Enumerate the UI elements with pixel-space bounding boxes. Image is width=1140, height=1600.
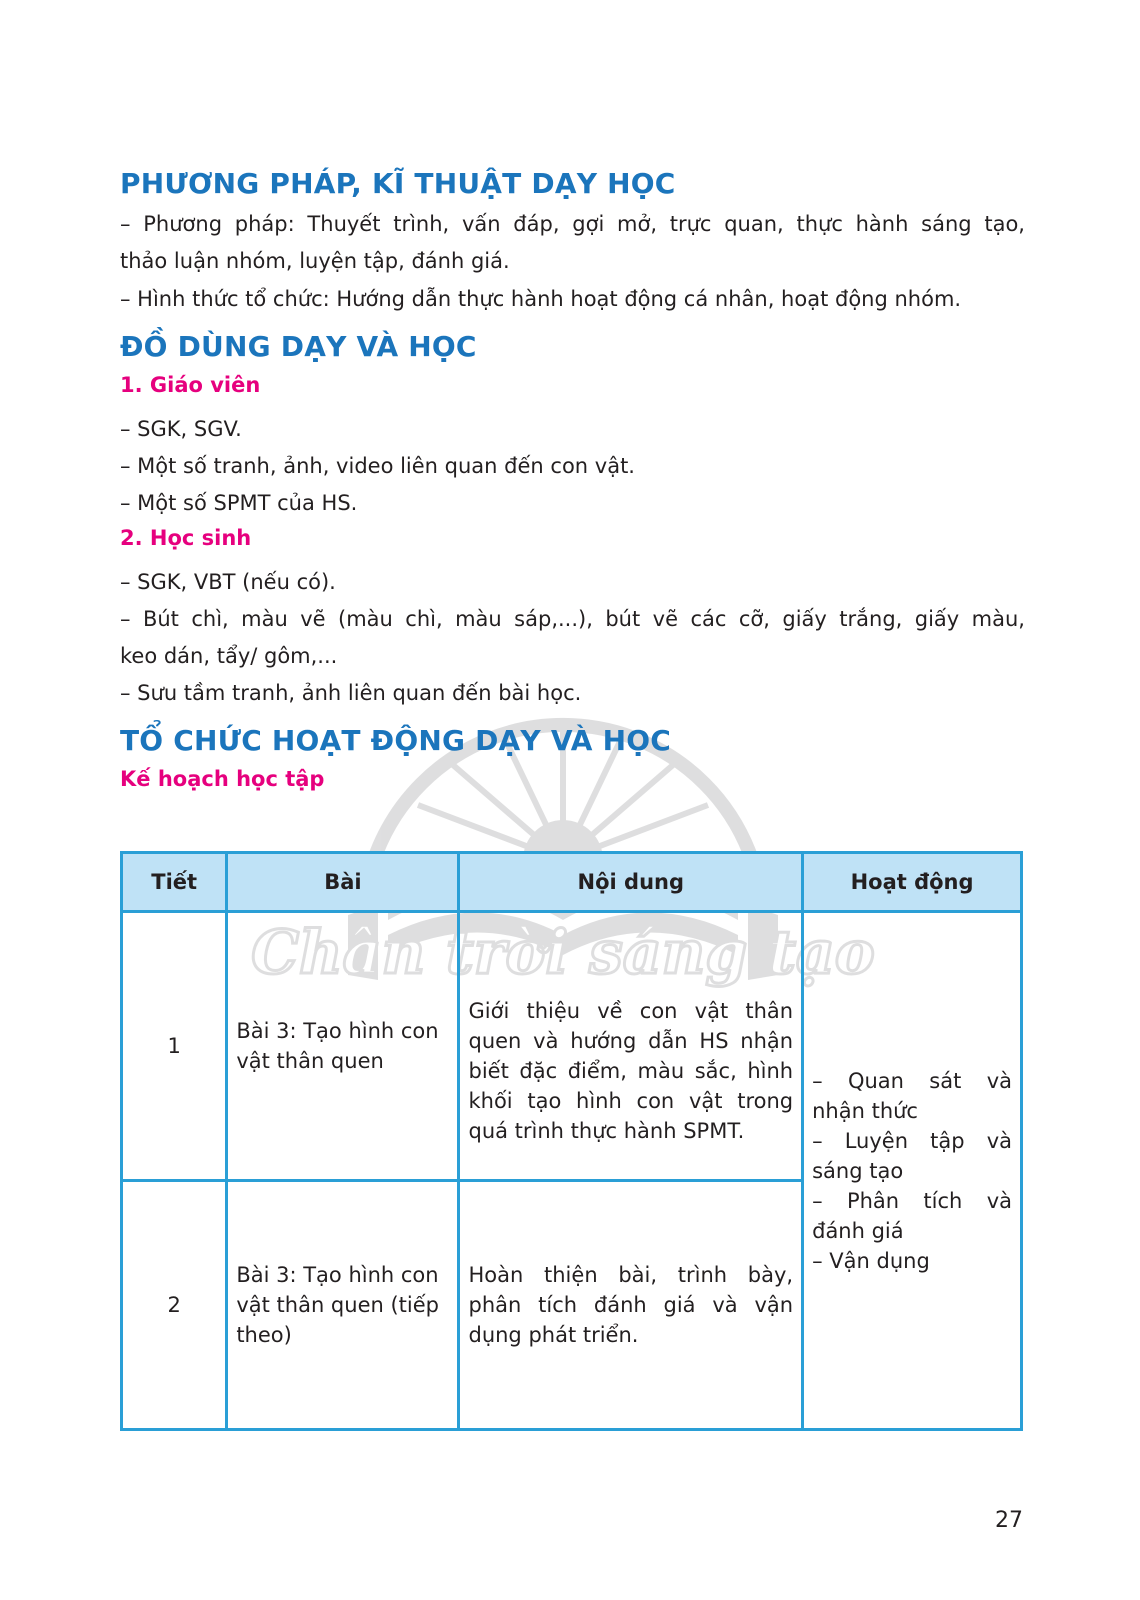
student-item: – SGK, VBT (nếu có). (120, 570, 336, 594)
watermark-text: Chân trời sáng tạo (251, 918, 875, 988)
activity-item: – Vận dụng (812, 1248, 930, 1273)
section-title-activities: TỔ CHỨC HOẠT ĐỘNG DẠY VÀ HỌC (120, 724, 672, 757)
teacher-item: – SGK, SGV. (120, 417, 242, 441)
lesson-plan-table (120, 851, 1023, 1431)
table-row (122, 912, 1022, 1181)
teacher-item: – Một số SPMT của HS. (120, 491, 358, 515)
methods-line: – Hình thức tổ chức: Hướng dẫn thực hành hoạt động cá nhân, hoạt động nhóm. (120, 287, 962, 311)
teacher-subtitle: 1. Giáo viên (120, 373, 261, 397)
student-item: – Sưu tầm tranh, ảnh liên quan đến bài học. (120, 681, 582, 705)
methods-line: – Phương pháp: Thuyết trình, vấn đáp, gợi mở, trực quan, thực hành sáng tạo, (120, 212, 1025, 236)
section-title-materials: ĐỒ DÙNG DẠY VÀ HỌC (120, 330, 477, 363)
header-period: Tiết (122, 853, 227, 912)
plan-subtitle: Kế hoạch học tập (120, 767, 325, 791)
methods-line: thảo luận nhóm, luyện tập, đánh giá. (120, 249, 510, 273)
content-cell: Hoàn thiện bài, trình bày, phân tích đánh giá và vận dụng phát triển. (459, 1181, 803, 1430)
lesson-cell: Bài 3: Tạo hình con vật thân quen (tiếp theo) (227, 1181, 459, 1430)
header-lesson: Bài (227, 853, 459, 912)
header-content: Nội dung (459, 853, 803, 912)
activity-item: – Quan sát và nhận thức (812, 1068, 1012, 1123)
activity-item: – Luyện tập và sáng tạo (812, 1128, 1012, 1183)
student-subtitle: 2. Học sinh (120, 526, 252, 550)
table-header-row (122, 853, 1022, 912)
student-item: – Bút chì, màu vẽ (màu chì, màu sáp,...), bút vẽ các cỡ, giấy trắng, giấy màu, (120, 607, 1025, 631)
page-number: 27 (995, 1508, 1023, 1533)
period-cell: 2 (122, 1181, 227, 1430)
section-title-methods: PHƯƠNG PHÁP, KĨ THUẬT DẠY HỌC (120, 167, 676, 200)
lesson-cell: Bài 3: Tạo hình con vật thân quen (227, 912, 459, 1181)
student-item: keo dán, tẩy/ gôm,... (120, 644, 338, 668)
teacher-item: – Một số tranh, ảnh, video liên quan đến con vật. (120, 454, 635, 478)
period-cell: 1 (122, 912, 227, 1181)
content-cell: Giới thiệu về con vật thân quen và hướng dẫn HS nhận biết đặc điểm, màu sắc, hình khối tạo hình con vật trong quá trình thực hành SPMT. (459, 912, 803, 1181)
activity-item: – Phân tích và đánh giá (812, 1188, 1012, 1243)
header-activities: Hoạt động (803, 853, 1022, 912)
activities-cell (803, 912, 1022, 1430)
